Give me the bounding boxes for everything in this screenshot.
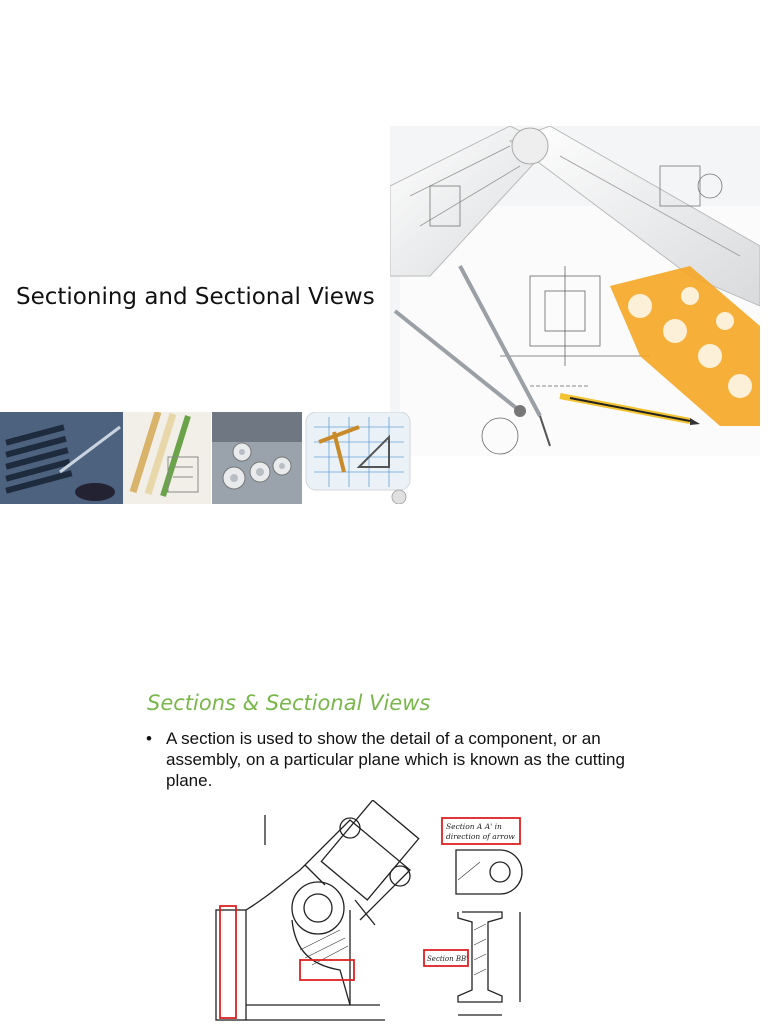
- slide-subtitle: Sections & Sectional Views: [147, 691, 431, 715]
- rolled-plans-thumbnail: [212, 412, 302, 504]
- blueprint-hero-image: [390, 126, 760, 456]
- bullet-text: A section is used to show the detail of a component, or an assembly, on a particular plane which is known as the cutting plane.: [166, 729, 625, 790]
- bullet-list: [146, 728, 636, 791]
- callout-section-bb: Section BB': [427, 955, 469, 963]
- callout-section-aa-line1: Section A A' in: [446, 822, 502, 831]
- keyboard-thumbnail: [0, 412, 123, 504]
- thumbnail-strip: [0, 412, 412, 504]
- content-slide: [0, 660, 768, 1024]
- sectional-view-drawing: [200, 800, 560, 1024]
- slide-title: Sectioning and Sectional Views: [16, 284, 375, 310]
- bullet-dot-icon: •: [146, 729, 152, 748]
- drafting-tools-thumbnail: [304, 412, 412, 504]
- rulers-thumbnail: [123, 412, 211, 504]
- bullet-item: [146, 728, 636, 791]
- callout-section-aa-line2: direction of arrow: [446, 832, 515, 841]
